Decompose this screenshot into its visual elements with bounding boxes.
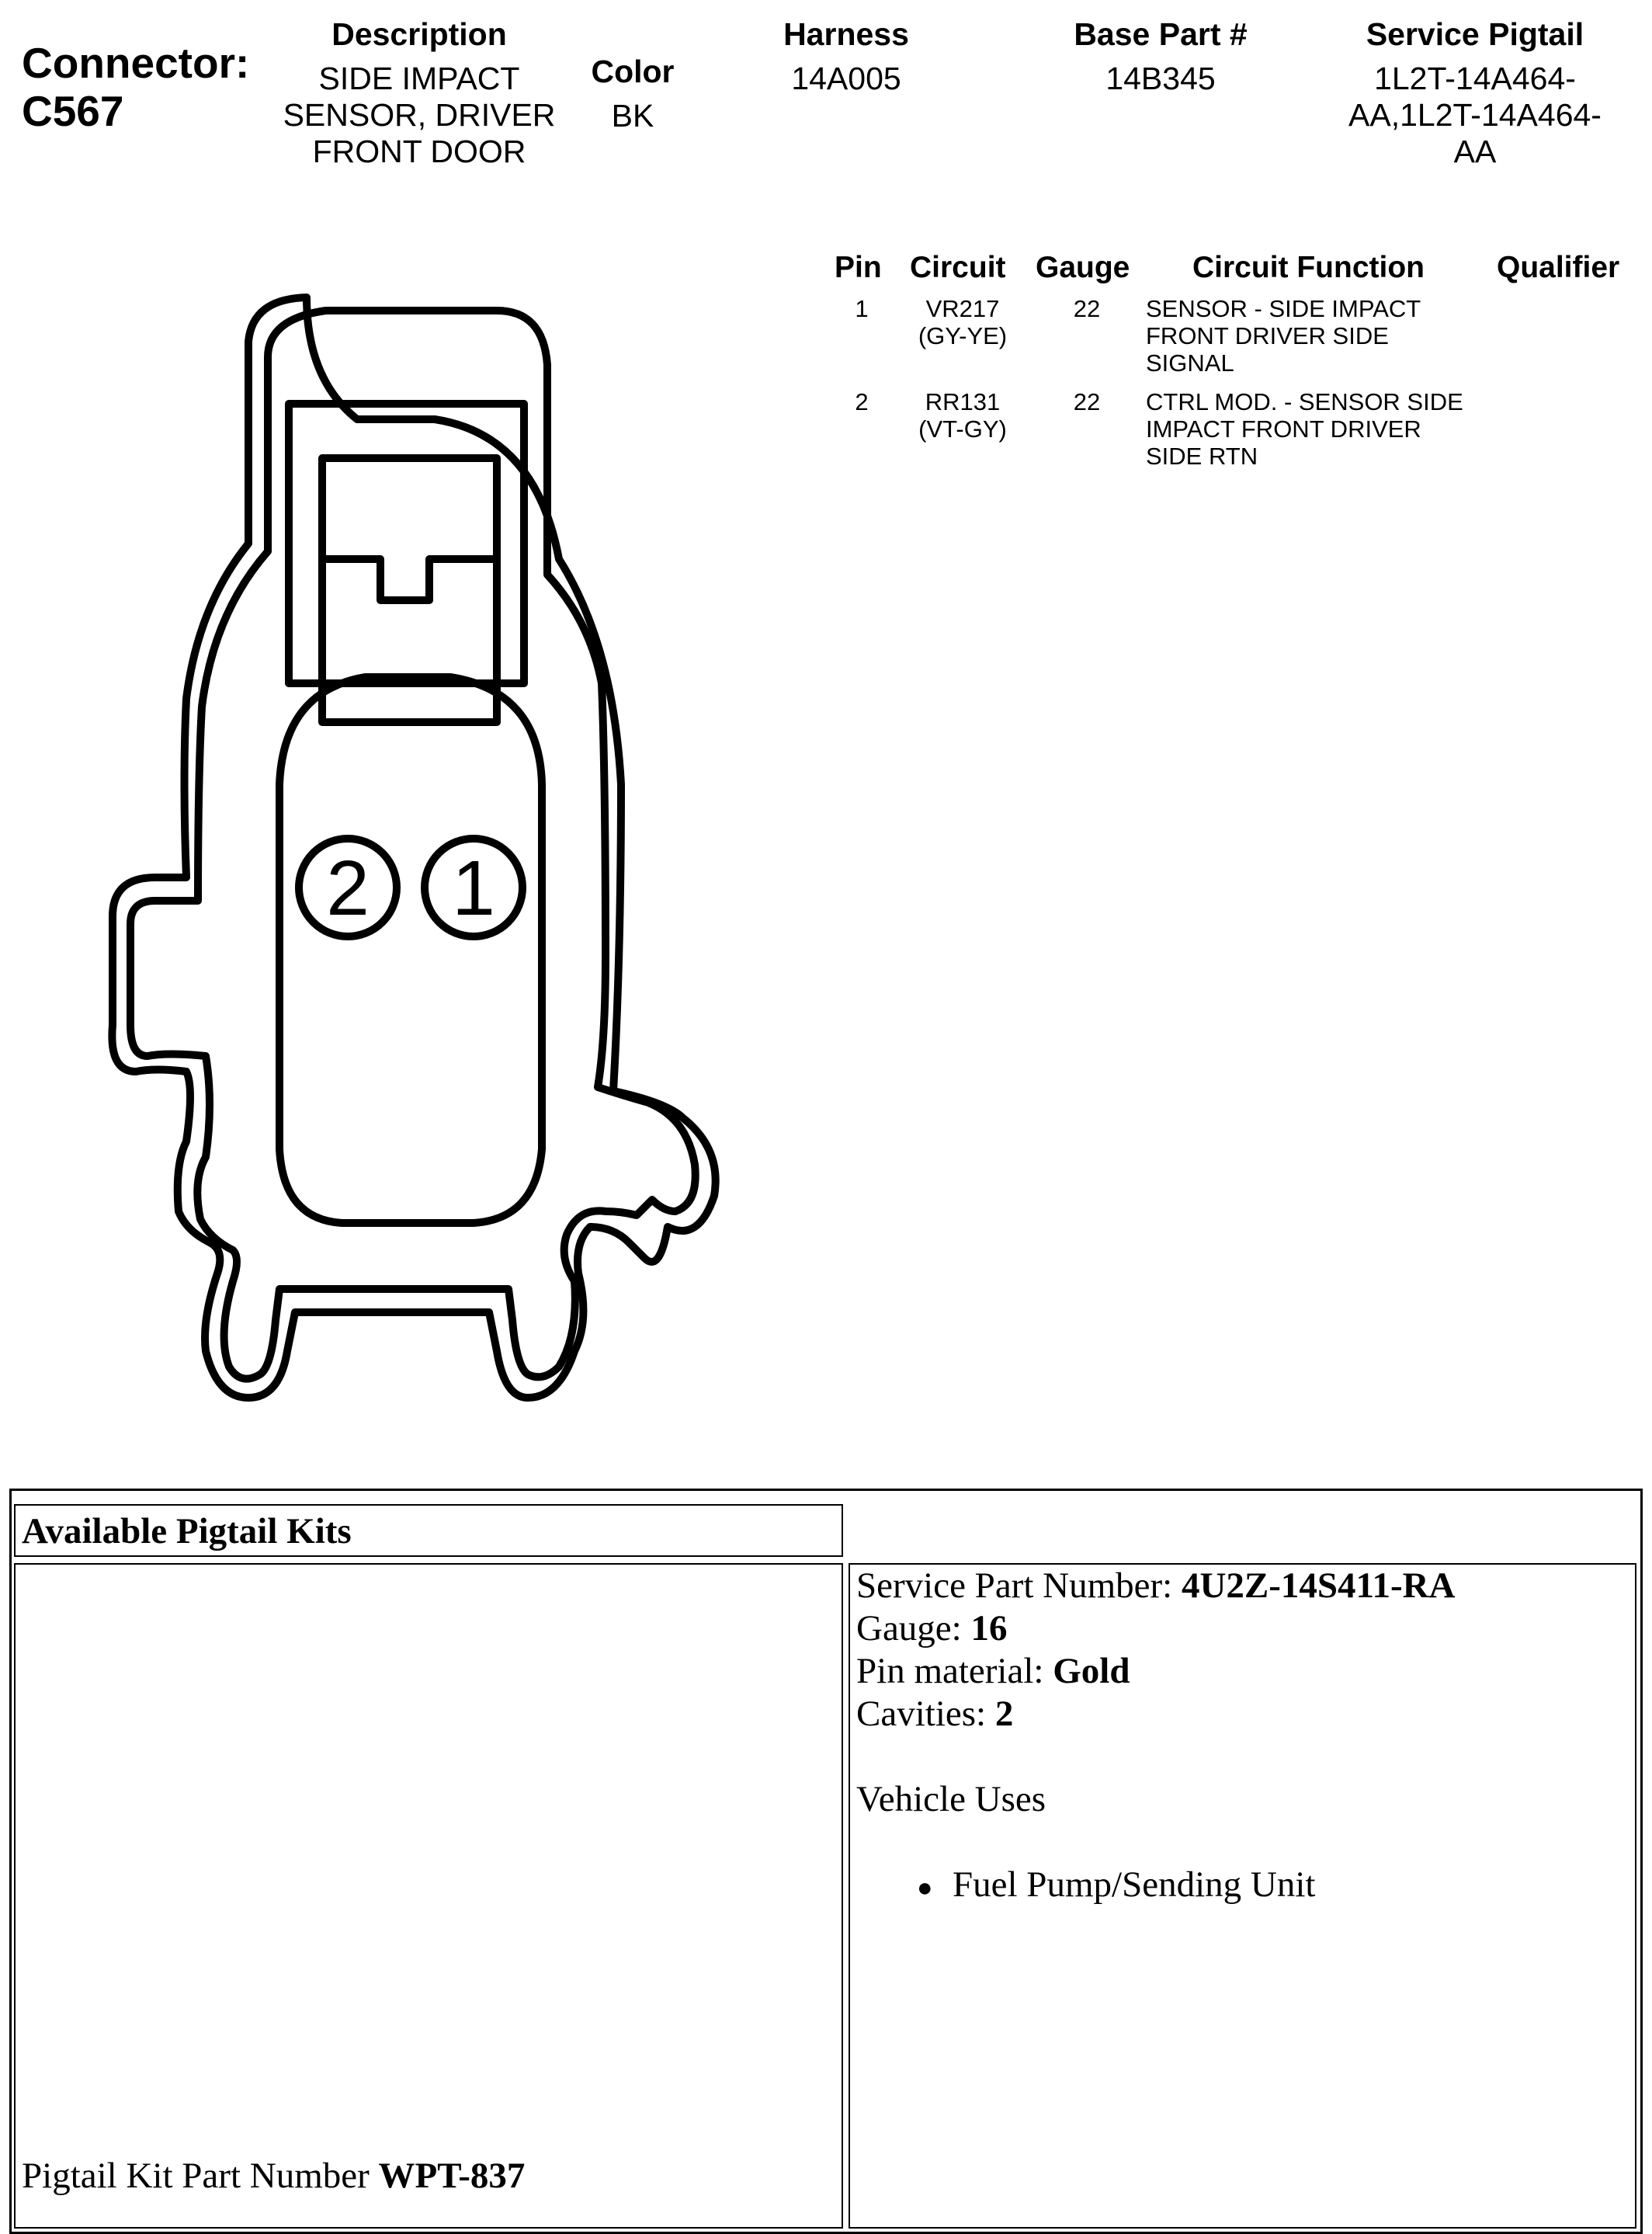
service-part-value: 4U2Z-14S411-RA — [1181, 1565, 1456, 1606]
circuit-color: (GY-YE) — [918, 322, 1008, 349]
description-header: Description — [331, 16, 507, 52]
gauge-value: 16 — [970, 1608, 1008, 1649]
function-line: SENSOR - SIDE IMPACT — [1146, 295, 1421, 322]
connector-id: C567 — [22, 87, 124, 135]
bullet-icon: ● — [917, 1873, 933, 1902]
service-pigtail-value — [1312, 61, 1638, 170]
pin-1-label: 1 — [452, 845, 495, 932]
latch-notch — [322, 559, 497, 600]
description-line: SENSOR, DRIVER — [283, 97, 556, 133]
service-pigtail-line: AA — [1453, 134, 1497, 169]
function-line: IMPACT FRONT DRIVER — [1146, 415, 1421, 443]
service-pigtail-column — [1312, 16, 1638, 170]
pin-material-line — [856, 1650, 1629, 1693]
pigtail-kit-number — [22, 2155, 525, 2198]
function-cell — [1146, 295, 1503, 377]
gauge-cell: 22 — [1073, 388, 1101, 415]
vehicle-use: Fuel Pump/Sending Unit — [953, 1864, 1316, 1905]
gauge-line — [856, 1607, 1629, 1650]
description-line: SIDE IMPACT — [318, 61, 520, 96]
pigtail-kit-details-cell — [849, 1563, 1636, 2229]
connector-face-diagram — [0, 0, 776, 1444]
pin-2-label: 2 — [326, 845, 370, 932]
service-pigtail-line: AA,1L2T-14A464- — [1348, 97, 1602, 133]
service-part-label: Service Part Number: — [856, 1565, 1182, 1606]
description-line: FRONT DOOR — [312, 134, 526, 169]
service-pigtail-line: 1L2T-14A464- — [1374, 61, 1576, 96]
circuit-color: (VT-GY) — [918, 415, 1007, 443]
service-part-line — [856, 1565, 1629, 1607]
gauge-col-header: Gauge — [1036, 251, 1130, 284]
base-part-header: Base Part # — [1074, 16, 1248, 52]
base-part-value: 14B345 — [1105, 61, 1216, 96]
function-line: SIDE RTN — [1146, 443, 1258, 470]
qualifier-col-header: Qualifier — [1497, 251, 1620, 284]
pin-material-label: Pin material: — [856, 1651, 1053, 1691]
harness-header: Harness — [783, 16, 909, 52]
cavities-label: Cavities: — [856, 1694, 995, 1734]
gauge-cell: 22 — [1073, 295, 1101, 322]
pigtail-kits-title: Available Pigtail Kits — [22, 1511, 352, 1551]
pigtail-kit-image-cell — [14, 1563, 843, 2229]
circuit-function-col-header: Circuit Function — [1192, 251, 1425, 284]
function-line: FRONT DRIVER SIDE — [1146, 322, 1389, 349]
cavities-value: 2 — [994, 1694, 1014, 1734]
pigtail-kits-title-cell — [14, 1504, 843, 1557]
function-cell — [1146, 388, 1503, 470]
circuit-cell — [893, 388, 1032, 443]
vehicle-uses-list — [917, 1864, 1629, 1909]
function-line: SIGNAL — [1146, 349, 1234, 377]
function-line: CTRL MOD. - SENSOR SIDE — [1146, 388, 1463, 415]
pin-cavity-outline — [279, 677, 542, 1223]
base-part-column — [1040, 16, 1281, 97]
kit-number-value: WPT-837 — [378, 2156, 526, 2196]
circuit-col-header: Circuit — [910, 251, 1006, 284]
harness-value: 14A005 — [791, 61, 901, 96]
pin-col-header: Pin — [835, 251, 882, 284]
service-pigtail-header: Service Pigtail — [1366, 16, 1584, 52]
circuit-id: RR131 — [925, 388, 1001, 415]
list-item — [917, 1864, 1629, 1909]
cavities-line — [856, 1693, 1629, 1735]
pin-cell: 1 — [855, 295, 869, 322]
color-header: Color — [591, 54, 675, 89]
circuit-cell — [893, 295, 1032, 349]
vehicle-uses-label: Vehicle Uses — [856, 1779, 1046, 1819]
color-value: BK — [611, 98, 654, 134]
connector-label: Connector: — [22, 39, 250, 87]
kit-number-label: Pigtail Kit Part Number — [22, 2156, 379, 2196]
pin-material-value: Gold — [1053, 1651, 1130, 1691]
gauge-label: Gauge: — [856, 1608, 971, 1649]
pin-cell: 2 — [855, 388, 869, 415]
circuit-id: VR217 — [925, 295, 1000, 322]
housing-inner-outline — [130, 311, 696, 1379]
housing-outer-outline — [112, 297, 715, 1398]
